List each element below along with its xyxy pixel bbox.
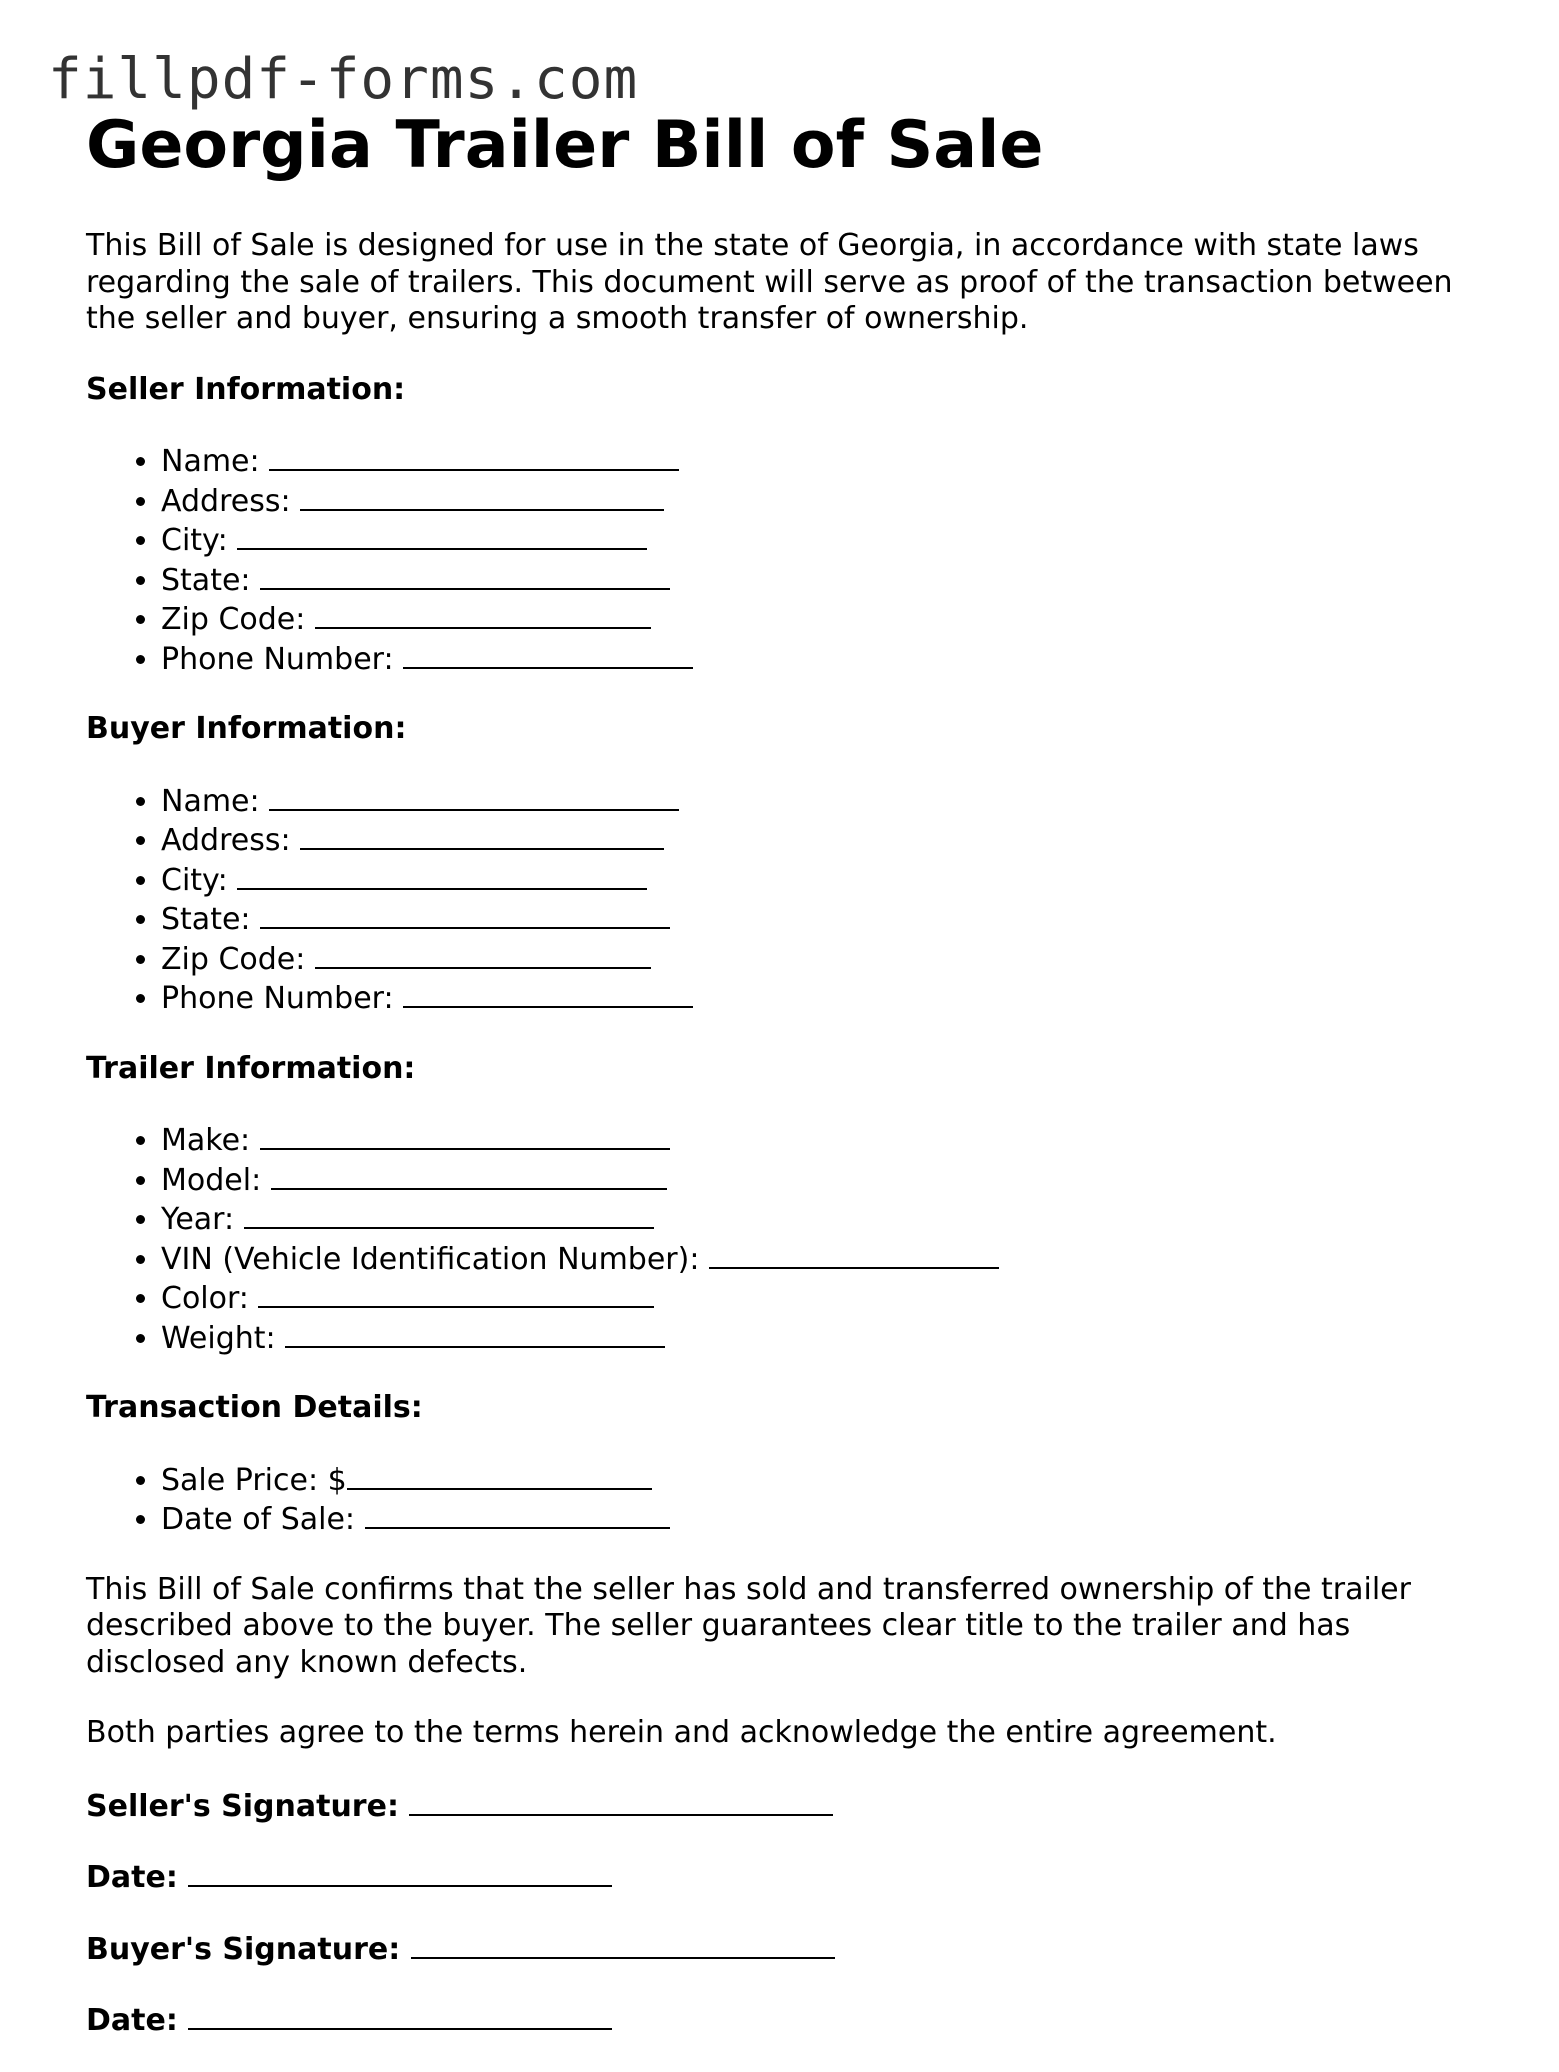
buyer-address-blank[interactable] [300, 820, 664, 850]
trailer-year-blank[interactable] [244, 1199, 654, 1229]
trailer-model-field: • Model: [161, 1160, 1486, 1200]
buyer-city-blank[interactable] [237, 860, 647, 890]
buyer-state-blank[interactable] [260, 899, 670, 929]
seller-date-blank[interactable] [188, 1857, 612, 1887]
seller-address-blank[interactable] [300, 481, 664, 511]
sale-price-blank[interactable] [347, 1460, 652, 1490]
transaction-section-heading: Transaction Details: [86, 1390, 423, 1425]
seller-city-field: • City: [161, 520, 1486, 560]
buyer-name-field: • Name: [161, 781, 1486, 821]
seller-state-blank[interactable] [260, 560, 670, 590]
sale-price-field: • Sale Price: $ [161, 1460, 1486, 1500]
trailer-color-blank[interactable] [258, 1278, 654, 1308]
trailer-section-heading: Trailer Information: [86, 1050, 416, 1086]
seller-signature-blank[interactable] [409, 1786, 833, 1816]
buyer-zip-blank[interactable] [315, 939, 651, 969]
trailer-weight-field: • Weight: [161, 1318, 1486, 1358]
buyer-date-blank[interactable] [188, 2000, 612, 2030]
trailer-color-field: • Color: [161, 1278, 1486, 1318]
trailer-make-blank[interactable] [260, 1120, 670, 1150]
buyer-zip-field: • Zip Code: [161, 939, 1486, 979]
buyer-state-field: • State: [161, 899, 1486, 939]
seller-phone-blank[interactable] [403, 639, 693, 669]
transaction-field-list [86, 1460, 1486, 1539]
watermark: fillpdf-forms.com [48, 47, 639, 112]
document-title: Georgia Trailer Bill of Sale [86, 108, 1044, 183]
trailer-field-list [86, 1120, 1486, 1357]
trailer-vin-blank[interactable] [709, 1239, 999, 1269]
buyer-date-line: Date: [86, 2000, 1486, 2040]
trailer-vin-field: • VIN (Vehicle Identification Number): [161, 1239, 1486, 1279]
buyer-section-heading: Buyer Information: [86, 711, 407, 746]
buyer-phone-blank[interactable] [403, 978, 693, 1008]
seller-signature-line: Seller's Signature: [86, 1786, 1486, 1826]
seller-field-list [86, 441, 1486, 678]
seller-address-field: • Address: [161, 481, 1486, 521]
seller-zip-field: • Zip Code: [161, 599, 1486, 639]
seller-name-field: • Name: [161, 441, 1486, 481]
buyer-field-list [86, 781, 1486, 1018]
trailer-model-blank[interactable] [271, 1160, 667, 1190]
seller-section-heading: Seller Information: [86, 371, 406, 407]
seller-date-line: Date: [86, 1857, 1486, 1897]
trailer-make-field: • Make: [161, 1120, 1486, 1160]
trailer-weight-blank[interactable] [285, 1318, 665, 1348]
buyer-signature-line: Buyer's Signature: [86, 1929, 1486, 1969]
sale-date-field: • Date of Sale: [161, 1499, 1486, 1539]
intro-paragraph: This Bill of Sale is designed for use in the state of Georgia, in accordance with state laws regarding the sale of trailers. This document will serve as proof of the transaction between the seller and buyer, ensuring a smooth transfer of ownership. [86, 228, 1453, 336]
seller-phone-field: • Phone Number: [161, 639, 1486, 679]
seller-city-blank[interactable] [237, 520, 647, 550]
sale-date-blank[interactable] [365, 1499, 670, 1529]
buyer-phone-field: • Phone Number: [161, 978, 1486, 1018]
buyer-city-field: • City: [161, 860, 1486, 900]
document-body [86, 108, 1486, 2072]
confirmation-paragraph: This Bill of Sale confirms that the seller has sold and transferred ownership of the trailer described above to the buyer. The seller guarantees clear title to the trailer and has disclosed any known defects. [86, 1571, 1411, 1680]
buyer-address-field: • Address: [161, 820, 1486, 860]
buyer-signature-blank[interactable] [411, 1929, 835, 1959]
seller-state-field: • State: [161, 560, 1486, 600]
trailer-year-field: • Year: [161, 1199, 1486, 1239]
agreement-paragraph: Both parties agree to the terms herein and acknowledge the entire agreement. [86, 1715, 1277, 1750]
buyer-name-blank[interactable] [269, 781, 679, 811]
seller-name-blank[interactable] [269, 441, 679, 471]
seller-zip-blank[interactable] [315, 599, 651, 629]
